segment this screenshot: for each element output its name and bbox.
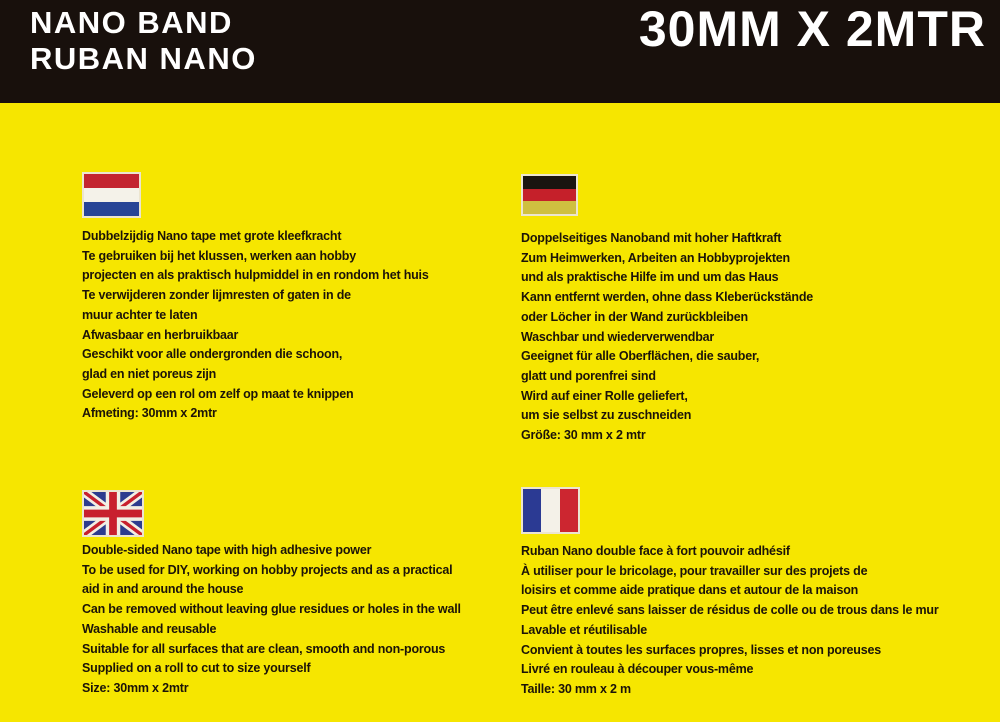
dutch-description (82, 227, 514, 424)
section-english (82, 490, 518, 699)
text-line: loisirs et comme aide pratique dans et autour de la maison (521, 583, 859, 598)
text-line: Can be removed without leaving glue residues or holes in the wall (82, 602, 461, 617)
text-line: Convient à toutes les surfaces propres, lisses et non poreuses (521, 642, 881, 657)
text-line: um sie selbst zu zuschneiden (521, 408, 692, 423)
text-line: oder Löcher in der Wand zurückbleiben (521, 309, 748, 324)
text-line: glatt und porenfrei sind (521, 368, 656, 383)
text-line: Ruban Nano double face à fort pouvoir adhésif (521, 544, 790, 558)
text-line: Supplied on a roll to cut to size yourself (82, 661, 311, 676)
germany-flag (521, 174, 578, 216)
text-line: To be used for DIY, working on hobby projects and as a practical (82, 562, 453, 577)
french-description (521, 542, 987, 700)
france-flag-blue-band (523, 489, 541, 532)
text-line: und als praktische Hilfe im und um das Haus (521, 270, 779, 285)
text-line: À utiliser pour le bricolage, pour travailler sur des projets de (521, 563, 868, 578)
text-line: Geeignet für alle Oberflächen, die sauber, (521, 349, 760, 364)
product-size: 30MM X 2MTR (638, 1, 986, 57)
text-line: Suitable for all surfaces that are clean, smooth and non-porous (82, 641, 446, 656)
france-flag (521, 487, 580, 534)
netherlands-flag (82, 172, 141, 218)
header-band (0, 0, 1000, 103)
section-french (521, 487, 987, 700)
france-flag-red-band (560, 489, 578, 532)
text-line: Afwasbaar en herbruikbaar (82, 327, 239, 342)
text-line: Größe: 30 mm x 2 mtr (521, 428, 646, 443)
text-line: Taille: 30 mm x 2 m (521, 681, 631, 696)
product-name-line2: RUBAN NANO (30, 41, 257, 76)
text-line: Livré en rouleau à découper vous-même (521, 662, 754, 677)
text-line: Kann entfernt werden, ohne dass Kleberückstände (521, 290, 814, 305)
text-line: Washable and reusable (82, 621, 217, 636)
text-line: projecten en als praktisch hulpmiddel in en rondom het huis (82, 268, 429, 283)
union-jack-graphic (84, 492, 142, 535)
text-line: Doppelseitiges Nanoband mit hoher Haftkraft (521, 231, 782, 245)
text-line: muur achter te laten (82, 307, 198, 322)
text-line: Geschikt voor alle ondergronden die schoon, (82, 347, 343, 362)
france-flag-white-band (541, 489, 559, 532)
text-line: Te verwijderen zonder lijmresten of gaten in de (82, 288, 351, 303)
text-line: glad en niet poreus zijn (82, 366, 217, 381)
text-line: Peut être enlevé sans laisser de résidus de colle ou de trous dans le mur (521, 603, 939, 618)
section-german (521, 174, 987, 446)
product-name (30, 5, 257, 77)
text-line: Dubbelzijdig Nano tape met grote kleefkracht (82, 229, 342, 243)
netherlands-flag-blue-band (84, 202, 139, 216)
text-line: Waschbar und wiederverwendbar (521, 329, 715, 344)
germany-flag-black-band (523, 176, 576, 189)
text-line: Afmeting: 30mm x 2mtr (82, 406, 217, 421)
english-description (82, 541, 518, 699)
german-description (521, 229, 987, 446)
text-line: Size: 30mm x 2mtr (82, 680, 189, 695)
text-line: Double-sided Nano tape with high adhesive power (82, 543, 372, 557)
text-line: Wird auf einer Rolle geliefert, (521, 388, 688, 403)
netherlands-flag-red-band (84, 174, 139, 188)
germany-flag-red-band (523, 189, 576, 202)
germany-flag-gold-band (523, 201, 576, 214)
uk-flag (82, 490, 144, 537)
text-line: Lavable et réutilisable (521, 622, 648, 637)
text-line: Te gebruiken bij het klussen, werken aan hobby (82, 248, 356, 263)
text-line: aid in and around the house (82, 582, 244, 597)
text-line: Geleverd op een rol om zelf op maat te knippen (82, 386, 354, 401)
section-dutch (82, 172, 514, 424)
product-name-line1: NANO BAND (30, 5, 233, 40)
text-line: Zum Heimwerken, Arbeiten an Hobbyprojekten (521, 250, 790, 265)
netherlands-flag-white-band (84, 188, 139, 202)
